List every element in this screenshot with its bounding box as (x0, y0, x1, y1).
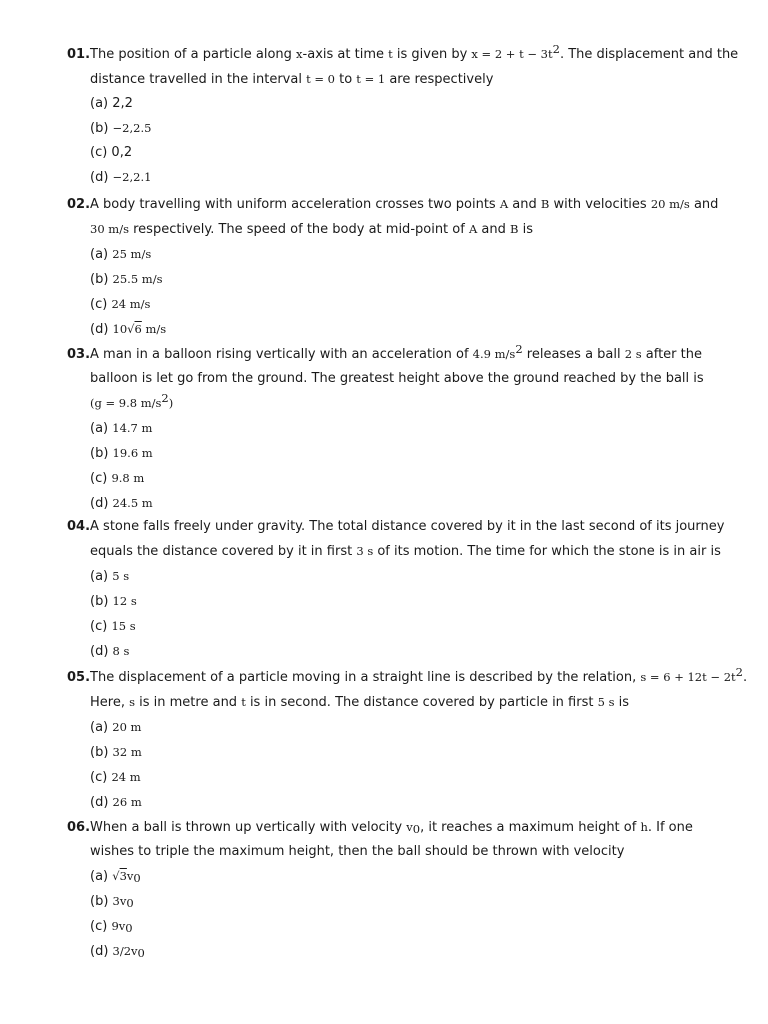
question-text-line (67, 391, 727, 416)
option-label: (b) (90, 745, 113, 760)
answer-option (67, 715, 727, 740)
option-label: (a) (90, 247, 113, 262)
text-run: A body travelling with uniform acceleration crosses two points (90, 197, 500, 212)
math-text: 25 m/s (112, 247, 152, 261)
math-text: t (241, 695, 246, 709)
answer-option (67, 242, 727, 267)
text-run: to (334, 72, 357, 87)
text-run: after the (641, 347, 702, 362)
math-text: x (296, 47, 303, 61)
math-text: 2 s (624, 347, 642, 361)
question-text-line (67, 42, 739, 67)
option-label: (d) (90, 322, 113, 337)
text-run: -axis at time (302, 47, 389, 62)
option-label: (d) (90, 644, 113, 659)
question-03 (67, 342, 727, 516)
text-run: . (742, 670, 748, 685)
answer-option (67, 589, 727, 614)
option-label: (a) (90, 720, 113, 735)
radicand: 3 (119, 869, 127, 883)
text-run: The position of a particle along (90, 47, 297, 62)
answer-option (67, 564, 727, 589)
math-text: 32 m (112, 745, 142, 759)
answer-option (67, 267, 727, 292)
option-label: (b) (90, 446, 113, 461)
math-text: 9.8 m (111, 471, 145, 485)
math-text: 5 s (597, 695, 615, 709)
question-05 (67, 665, 748, 815)
math-text: v (406, 820, 413, 834)
option-label: (b) (90, 121, 113, 136)
option-label: (d) (90, 944, 113, 959)
question-02 (67, 192, 727, 342)
question-04 (67, 515, 727, 664)
question-number: 05. (67, 670, 91, 685)
answer-option (67, 416, 727, 441)
option-label: (a) (90, 869, 113, 884)
text-run: is in metre and (135, 695, 242, 710)
text-run: . The displacement and the (559, 47, 739, 62)
answer-option (67, 317, 727, 342)
question-text-line (67, 217, 727, 242)
answer-option (67, 116, 727, 141)
question-text-line (67, 192, 727, 217)
answer-option (67, 165, 727, 190)
option-label: (b) (90, 594, 113, 609)
text-run: respectively. The speed of the body at mid-point of (128, 222, 469, 237)
radical-sign-icon: √ (112, 869, 120, 883)
question-number: 06. (67, 820, 91, 835)
question-text-line (67, 67, 727, 92)
superscript: 2 (515, 342, 523, 356)
text-run: balloon is let go from the ground. The greatest height above the ground reached by the ball is (90, 371, 704, 386)
subscript: 0 (126, 896, 134, 910)
answer-option (67, 889, 727, 914)
option-label: (c) (90, 471, 112, 486)
square-root (127, 322, 142, 336)
math-text: −2,2.5 (112, 121, 152, 135)
answer-option (67, 639, 727, 664)
question-06 (67, 815, 727, 964)
answer-option (67, 864, 727, 889)
question-text-line (67, 342, 727, 367)
text-run: Here, (90, 695, 130, 710)
text-run: is in second. The distance covered by particle in first (245, 695, 598, 710)
math-text: 20 m/s (650, 197, 690, 211)
math-text: 24 m/s (111, 297, 151, 311)
math-text: t = 0 (306, 72, 335, 86)
text-run: is given by (392, 47, 472, 62)
option-label: (a) 2,2 (90, 96, 133, 111)
question-01 (67, 42, 739, 190)
math-text: A (499, 197, 509, 211)
math-text: 30 m/s (90, 222, 129, 236)
answer-option (67, 141, 727, 165)
question-text-line (67, 840, 727, 864)
text-run: of its motion. The time for which the stone is in air is (373, 544, 721, 559)
answer-option (67, 939, 727, 964)
text-run: is (614, 695, 629, 710)
subscript: 0 (137, 946, 145, 960)
math-text: −2,2.1 (112, 170, 152, 184)
math-text: 24.5 m (112, 496, 153, 510)
question-text-line (67, 367, 727, 391)
math-text: B (510, 222, 519, 236)
math-text: ) (168, 396, 174, 410)
math-text: h (640, 820, 648, 834)
answer-option (67, 614, 727, 639)
square-root (112, 869, 127, 883)
text-run: and (689, 197, 719, 212)
math-text: 5 s (112, 569, 130, 583)
math-text: s (129, 695, 136, 709)
answer-option (67, 292, 727, 317)
math-text: v (126, 869, 134, 883)
math-text: 20 m (112, 720, 142, 734)
math-text: 9v (111, 919, 126, 933)
text-run: and (508, 197, 541, 212)
text-run: distance travelled in the interval (90, 72, 307, 87)
text-run: A man in a balloon rising vertically with an acceleration of (90, 347, 473, 362)
question-text-line (67, 815, 727, 840)
question-number: 02. (67, 197, 91, 212)
subscript: 0 (133, 871, 141, 885)
text-run: When a ball is thrown up vertically with velocity (90, 820, 407, 835)
math-text: 3/2v (112, 944, 138, 958)
math-text: s = 6 + 12t − 2t (640, 670, 736, 684)
superscript: 2 (161, 391, 169, 405)
math-text: 24 m (111, 770, 141, 784)
superscript: 2 (552, 42, 560, 56)
option-label: (d) (90, 795, 113, 810)
math-text: 19.6 m (112, 446, 153, 460)
option-label: (a) (90, 421, 113, 436)
question-number: 04. (67, 519, 91, 534)
option-label: (c) (90, 770, 112, 785)
option-label: (d) (90, 496, 113, 511)
answer-option (67, 914, 727, 939)
answer-option (67, 92, 727, 116)
question-text-line (67, 539, 727, 564)
text-run: are respectively (385, 72, 494, 87)
answer-option (67, 765, 727, 790)
math-text: m/s (141, 322, 167, 336)
math-text: 25.5 m/s (112, 272, 163, 286)
question-text-line (67, 690, 727, 715)
math-text: (g = 9.8 m/s (90, 396, 162, 410)
option-label: (c) (90, 619, 112, 634)
text-run: wishes to triple the maximum height, then the ball should be thrown with velocity (90, 844, 625, 859)
math-text: 10 (112, 322, 128, 336)
text-run: The displacement of a particle moving in a straight line is described by the relation, (90, 670, 641, 685)
answer-option (67, 790, 727, 815)
text-run: A stone falls freely under gravity. The total distance covered by it in the last second of its journey (90, 519, 725, 534)
question-number: 01. (67, 47, 91, 62)
question-number: 03. (67, 347, 91, 362)
question-text-line (67, 515, 727, 539)
math-text: 8 s (112, 644, 130, 658)
question-text-line (67, 665, 748, 690)
superscript: 2 (735, 665, 743, 679)
subscript: 0 (412, 822, 421, 836)
answer-option (67, 441, 727, 466)
math-text: 14.7 m (112, 421, 153, 435)
radical-sign-icon: √ (127, 322, 135, 336)
text-run: releases a ball (522, 347, 625, 362)
text-run: is (518, 222, 533, 237)
text-run: with velocities (549, 197, 651, 212)
subscript: 0 (125, 921, 133, 935)
math-text: t (388, 47, 393, 61)
answer-option (67, 466, 727, 491)
math-text: t = 1 (356, 72, 386, 86)
option-label: (d) (90, 170, 113, 185)
answer-option (67, 740, 727, 765)
math-text: A (468, 222, 478, 236)
math-text: x = 2 + t − 3t (471, 47, 553, 61)
option-label: (c) 0,2 (90, 145, 133, 160)
option-label: (c) (90, 297, 112, 312)
text-run: . If one (647, 820, 693, 835)
math-text: 3 s (356, 544, 374, 558)
math-text: 12 s (112, 594, 137, 608)
text-run: , it reaches a maximum height of (420, 820, 641, 835)
math-text: 26 m (112, 795, 142, 809)
text-run: equals the distance covered by it in first (90, 544, 357, 559)
option-label: (b) (90, 894, 113, 909)
math-text: 15 s (111, 619, 136, 633)
math-text: 4.9 m/s (472, 347, 516, 361)
radicand: 6 (134, 322, 142, 336)
math-text: B (540, 197, 550, 211)
option-label: (c) (90, 919, 112, 934)
math-text: 3v (112, 894, 127, 908)
option-label: (b) (90, 272, 113, 287)
text-run: and (477, 222, 510, 237)
answer-option (67, 491, 727, 516)
option-label: (a) (90, 569, 113, 584)
